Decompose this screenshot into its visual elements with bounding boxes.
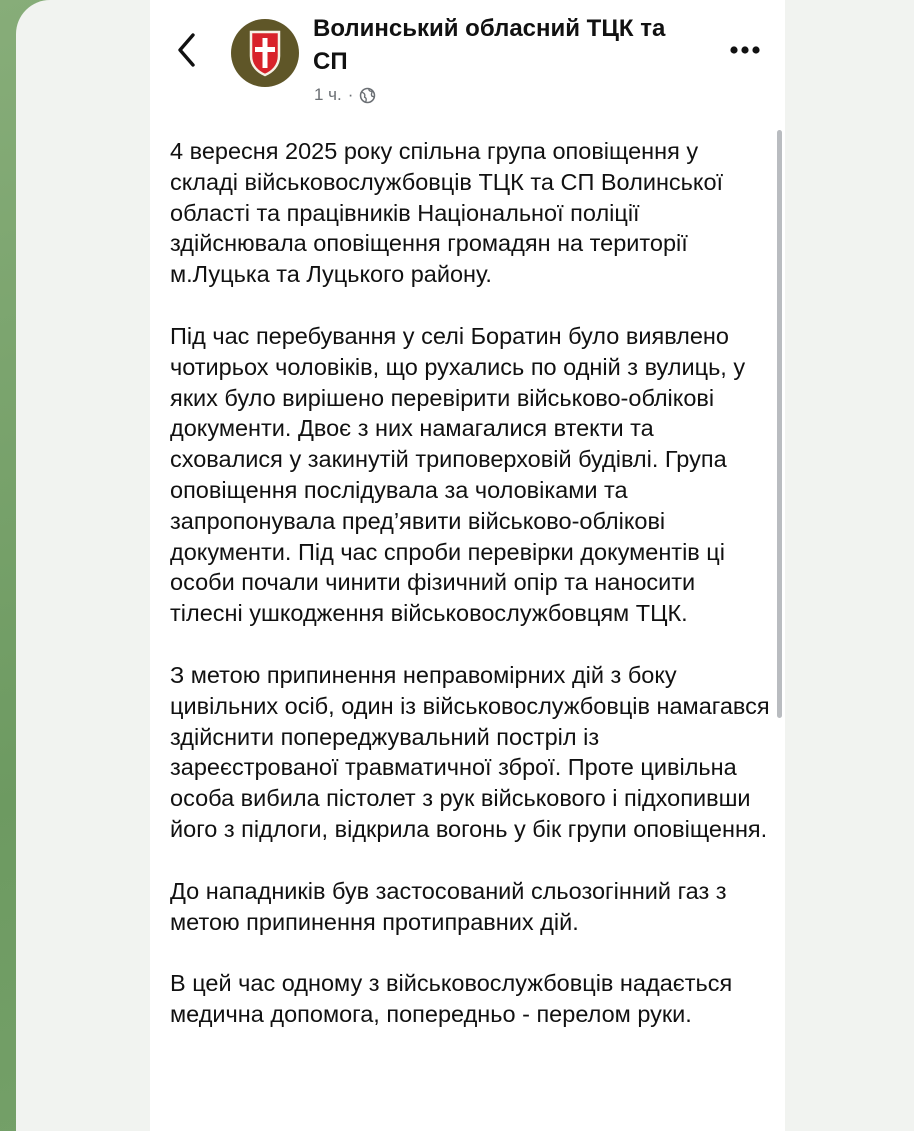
post-header xyxy=(150,0,785,118)
post-paragraph: З метою припинення неправомірних дій з боку цивільних осіб, один із військовослужбовців намагався здійснити попереджувальний постріл із зареєстрованої травматичної зброї. Проте цивільна особа вибила пістолет з рук військового і підхопивши його з підлоги, відкрила вогонь у бік групи оповіщення. xyxy=(170,661,770,842)
post-paragraph: Під час перебування у селі Боратин було виявлено чотирьох чоловіків, що рухались по одній з вулиць, у яких було вирішено перевірити військово-облікові документи. Двоє з них намагалися втекти та сховалися у закинутій триповерховій будівлі. Група оповіщення послідувала за чоловіками та запропонувала пред’явити військово-облікові документи. Під час спроби перевірки документів ці особи почали чинити фізичний опір та наносити тілесні ушкодження військовослужбовцям ТЦК. xyxy=(170,322,746,627)
page-name[interactable]: Волинський обласний ТЦК та СП xyxy=(313,15,666,75)
chevron-left-icon xyxy=(172,30,204,70)
scrollbar[interactable] xyxy=(777,130,782,718)
post-text xyxy=(170,136,770,1061)
post-paragraph: В цей час одному з військовослужбовців надається медична допомога, попередньо - перелом руки. xyxy=(170,970,733,1028)
post-screenshot xyxy=(150,0,785,1131)
post-time[interactable]: 1 ч. xyxy=(314,85,342,104)
post-paragraph: До нападників був застосований сльозогінний газ з метою припинення протиправних дій. xyxy=(170,877,727,935)
more-horizontal-icon xyxy=(727,38,763,62)
globe-icon xyxy=(359,87,376,104)
meta-separator: · xyxy=(347,85,354,104)
avatar[interactable] xyxy=(231,19,299,87)
post-paragraph: 4 вересня 2025 року спільна група оповіщення у складі військовослужбовців ТЦК та СП Волинської області та працівників Національної поліції здійснювала оповіщення громадян на території м.Луцька та Луцького району. xyxy=(170,138,724,288)
shield-emblem-icon xyxy=(231,19,299,87)
more-options-button[interactable] xyxy=(727,38,763,62)
post-meta xyxy=(314,84,376,106)
back-button[interactable] xyxy=(172,30,204,70)
